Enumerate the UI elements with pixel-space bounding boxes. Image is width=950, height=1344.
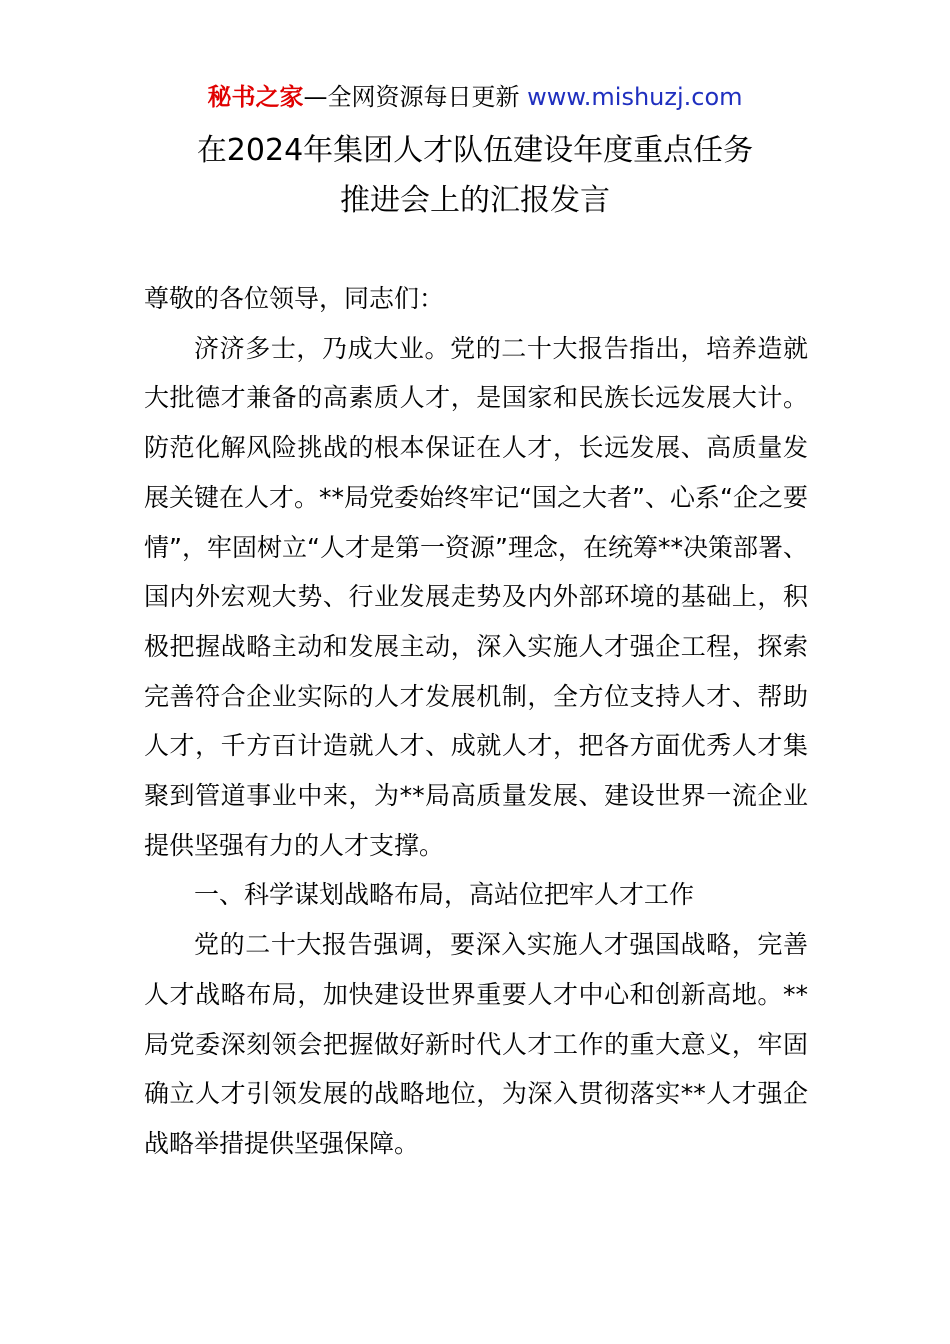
site-url-link[interactable]: www.mishuzj.com [527, 83, 743, 111]
site-brand: 秘书之家 [207, 83, 304, 111]
document-body [144, 274, 808, 1169]
title-line-1: 在2024年集团人才队伍建设年度重点任务 [196, 133, 754, 168]
section-heading-1: 一、科学谋划战略布局，高站位把牢人才工作 [194, 880, 695, 910]
site-header [0, 80, 950, 114]
title-line-2: 推进会上的汇报发言 [340, 183, 610, 218]
paragraph-intro: 济济多士，乃成大业。党的二十大报告指出，培养造就大批德才兼备的高素质人才，是国家和民族长远发展大计。防范化解风险挑战的根本保证在人才，长远发展、高质量发展关键在人才。**局党委始终牢记“国之大者”、心系“企之要情”，牢固树立“人才是第一资源”理念，在统筹**决策部署、国内外宏观大势、行业发展走势及内外部环境的基础上，积极把握战略主动和发展主动，深入实施人才强企工程，探索完善符合企业实际的人才发展机制，全方位支持人才、帮助人才，千方百计造就人才、成就人才，把各方面优秀人才集聚到管道事业中来，为**局高质量发展、建设世界一流企业提供坚强有力的人才支撑。 [144, 333, 808, 860]
document-title [0, 126, 950, 226]
site-tagline: —全网资源每日更新 [303, 83, 520, 111]
salutation: 尊敬的各位领导，同志们： [144, 284, 445, 313]
paragraph-section-1: 党的二十大报告强调，要深入实施人才强国战略，完善人才战略布局，加快建设世界重要人才中心和创新高地。**局党委深刻领会把握做好新时代人才工作的重大意义，牢固确立人才引领发展的战略地位，为深入贯彻落实**人才强企战略举措提供坚强保障。 [144, 930, 808, 1158]
